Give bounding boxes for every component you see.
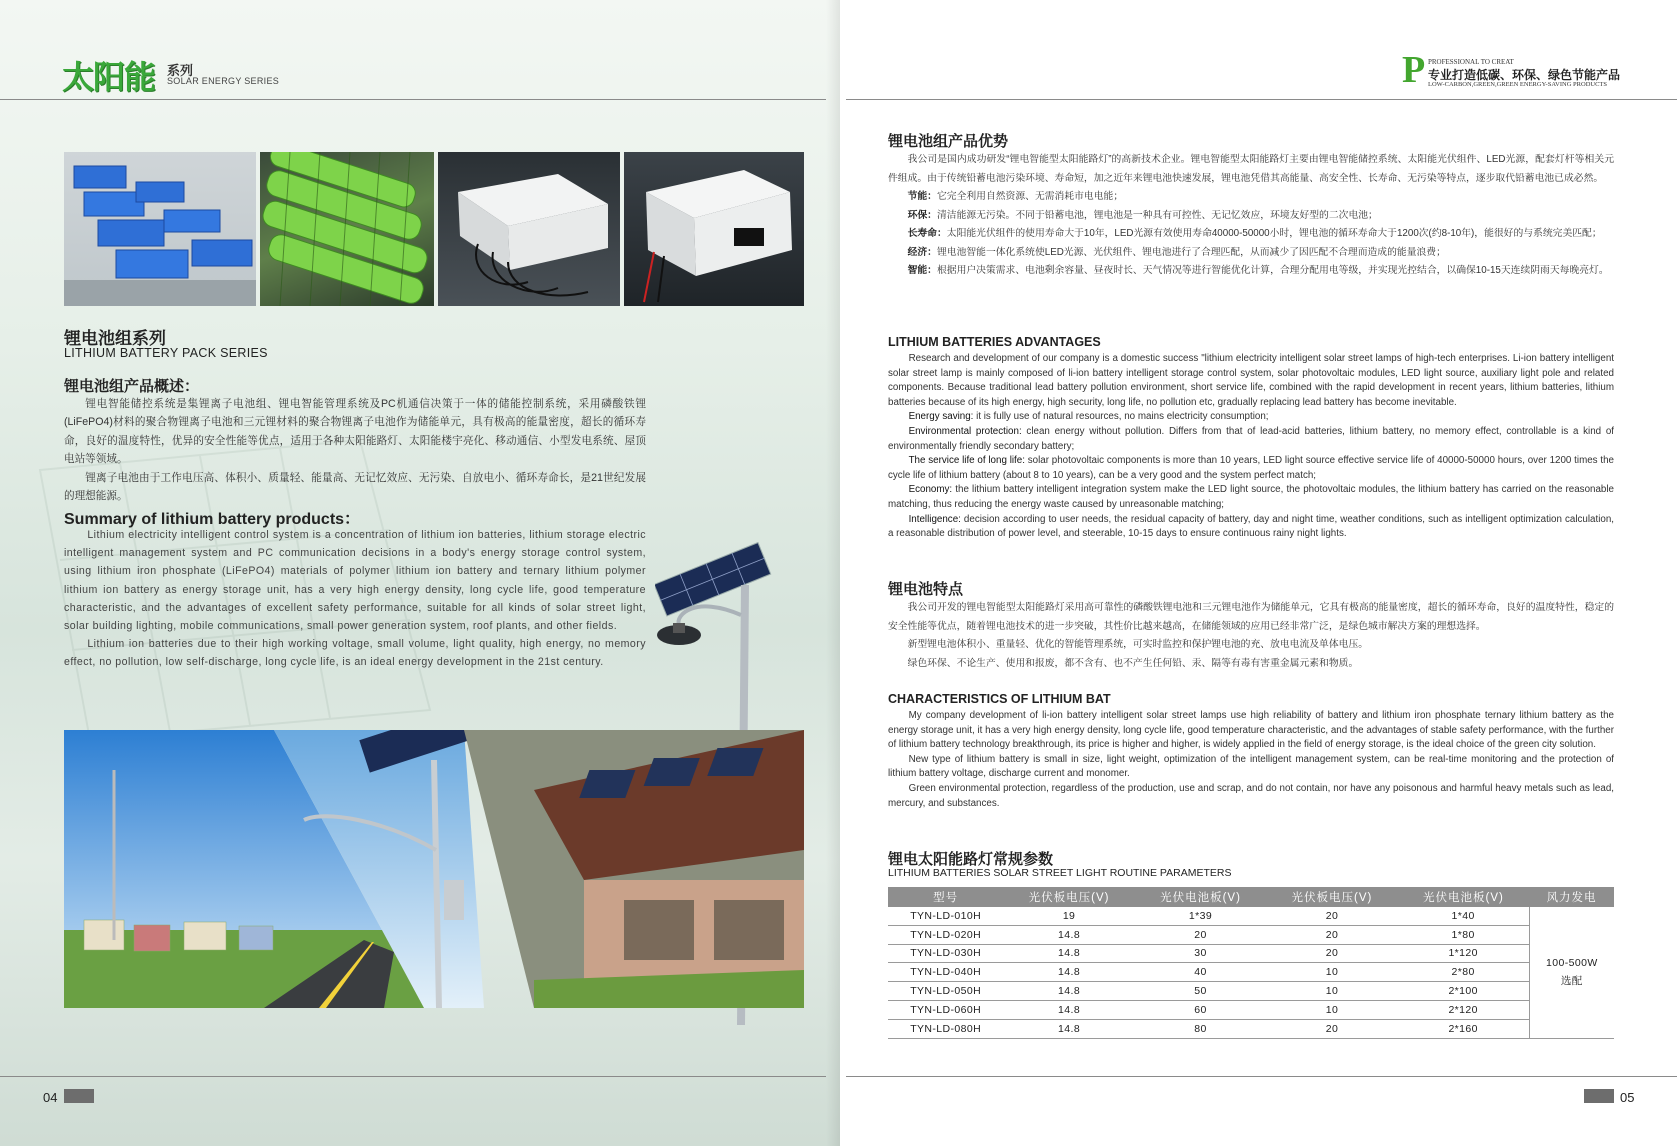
table-cell: 1*40: [1398, 907, 1529, 925]
table-title-en: LITHIUM BATTERIES SOLAR STREET LIGHT ROUTINE PARAMETERS: [888, 867, 1232, 879]
table-cell: 2*100: [1398, 982, 1529, 1001]
wind-power-cell: [1529, 907, 1614, 1038]
advantages-intro-en: Research and development of our company is a domestic success "lithium electricity intelligent solar street lamps of high-tech enterprises. Li-ion battery intelligent solar street lamp is mainly composed of li-ion battery intelligent storage control system, solar photovoltaic modules, LED light source, auxiliary light pole and related components. Because traditional lead battery pollution environment, short service life, combined with the rapid development in recent years, lithium batteries, lithium batteries because of its high energy, high security, long life, no pollution etc, gradually replacing lead battery has become inevitable.: [888, 353, 1614, 408]
advantage-item: 长寿命：太阳能光伏组件的使用寿命大于10年，LED光源有效使用寿命40000-50000小时，锂电池的循环寿命大于1200次(约8-10年)，能很好的与系统完美匹配；: [907, 228, 1602, 239]
table-cell: 1*120: [1398, 944, 1529, 963]
table-cell: 20: [1266, 925, 1397, 944]
table-cell: 19: [1003, 907, 1134, 925]
summary-title: Summary of lithium battery products：: [64, 511, 361, 528]
left-header-rule: [0, 99, 826, 100]
table-cell: 14.8: [1003, 1019, 1134, 1038]
wind-power-note: 选配: [1560, 975, 1583, 988]
logo-p-letter: P: [1402, 49, 1426, 91]
photo-battery-packs-blue: [64, 152, 256, 306]
advantage-item: 节能：它完全利用自然资源、无需消耗市电电能；: [907, 191, 1124, 202]
table-header-cell: 光伏板电压(V): [1003, 887, 1134, 907]
table-cell: 14.8: [1003, 1000, 1134, 1019]
logo-bottom-text: LOW-CARBON,GREEN,GREEN ENERGY-SAVING PRODUCTS: [1428, 81, 1607, 88]
logo-en-text: SOLAR ENERGY SERIES: [167, 76, 280, 86]
table-cell: 20: [1266, 1019, 1397, 1038]
advantage-item-en: The service life of long life: solar photovoltaic components is more than 10 years, LED light source effective service life of 40000-50000 hours, over 1200 times the cycle life of lithium battery (about 8 to 10 years), can be a very good and the system perfect match;: [888, 455, 1614, 481]
table-cell: 50: [1135, 982, 1266, 1001]
table-cell: 10: [1266, 1000, 1397, 1019]
table-cell: TYN-LD-060H: [888, 1000, 1003, 1019]
logo-series-text: 系列: [167, 63, 194, 78]
advantage-item-en: Economy: the lithium battery intelligent integration system make the LED light source, the photovoltaic modules, the lithium battery has carried on the reasonable matching, thus reducing the energy waste caused by unreasonable matching;: [888, 484, 1614, 510]
advantage-item-en: Intelligence: decision according to user needs, the residual capacity of battery, day and night time, weather conditions, such as intelligent optimization calculation, a reasonable distribution of power level, and steerable, 10-15 days to ensure continuous rainy night lights.: [888, 513, 1614, 540]
photo-green-battery-cells: [260, 152, 434, 306]
table-cell: 14.8: [1003, 982, 1134, 1001]
table-cell: 14.8: [1003, 925, 1134, 944]
advantages-text-en: [888, 352, 1614, 542]
table-cell: 20: [1266, 944, 1397, 963]
right-header-rule: [846, 99, 1677, 100]
table-row: [888, 944, 1614, 963]
advantage-item-en: Environmental protection: clean energy without pollution. Differs from that of lead-acid batteries, lithium battery, no memory effect, controllable is a kind of environmentally friendly secondary battery;: [888, 425, 1615, 452]
wind-power-value: 100-500W: [1545, 957, 1598, 970]
table-cell: 20: [1266, 907, 1397, 925]
characteristics-title-en: CHARACTERISTICS OF LITHIUM BAT: [888, 692, 1111, 706]
advantages-text: [888, 151, 1614, 281]
advantages-title: 锂电池组产品优势: [888, 133, 1009, 150]
characteristics-text: [888, 599, 1614, 673]
table-row: [888, 963, 1614, 982]
advantages-title-en: LITHIUM BATTERIES ADVANTAGES: [888, 335, 1101, 349]
photo-control-box-white: [438, 152, 620, 306]
characteristics-paragraph-3-en: Green environmental protection, regardless of the production, use and scrap, and do not contain, nor have any poisonous and harmful heavy metals such as lead, mercury, and substances.: [888, 782, 1614, 809]
right-page-number: 05: [1620, 1090, 1635, 1105]
table-cell: 80: [1135, 1019, 1266, 1038]
section-title-en: LITHIUM BATTERY PACK SERIES: [64, 346, 268, 360]
summary-text: [64, 526, 646, 672]
logo-main-text: 太阳能: [62, 59, 156, 95]
characteristics-title: 锂电池特点: [888, 581, 964, 598]
table-cell: 2*80: [1398, 963, 1529, 982]
table-cell: 30: [1135, 944, 1266, 963]
left-page-number: 04: [43, 1090, 58, 1105]
table-cell: TYN-LD-050H: [888, 982, 1003, 1001]
table-title: 锂电太阳能路灯常规参数: [888, 851, 1054, 868]
photo-control-box-cables: [624, 152, 804, 306]
characteristics-paragraph-1: 我公司开发的锂电智能型太阳能路灯采用高可靠性的磷酸铁锂电池和三元锂电池作为储能单元，它具有极高的能量密度，超长的循环寿命，良好的温度特性，稳定的安全性能等优点，随着锂电池技术的进一步突破，其性价比越来越高，在储能领域的应用已经非常广泛，是绿色城市解决方案的理想选择。: [888, 602, 1614, 632]
characteristics-paragraph-2-en: New type of lithium battery is small in size, light weight, optimization of the intelligent management system, can be real-time monitoring and the protection of lithium battery voltage, discharge current and monomer.: [888, 753, 1614, 780]
summary-paragraph-1: Lithium electricity intelligent control system is a concentration of lithium ion batteries, lithium storage electric intelligent management system and PC communication decisions in a body's energy storage control system, using lithium iron phosphate (LiFePO4) materials of polymer lithium ion battery and ternary lithium polymer lithium ion battery as energy storage unit, has a very high energy density, long cycle life, good temperature characteristic, and the advantages of excellent safety performance, suitable for all kinds of solar street light, solar building lighting, mobile communications, small power generation system, roof plants, and other fields.: [64, 529, 646, 633]
section-title: 锂电池组系列: [64, 329, 166, 348]
table-cell: 1*39: [1135, 907, 1266, 925]
table-header-row: [888, 887, 1614, 907]
characteristics-text-en: [888, 709, 1614, 811]
advantage-item: 经济：锂电池智能一体化系统使LED光源、光伏组件、锂电池进行了合理匹配，从而减少了因匹配不合理而造成的能量浪费；: [907, 246, 1446, 258]
table-header-cell: 型号: [888, 887, 1003, 907]
advantage-item: 环保：清洁能源无污染。不同于铅蓄电池，锂电池是一种具有可控性、无记忆效应，环境友好型的二次电池；: [907, 209, 1378, 221]
table-cell: 10: [1266, 982, 1397, 1001]
parameters-table: [888, 887, 1614, 1039]
summary-paragraph-2: Lithium ion batteries due to their high working voltage, small volume, light quality, high energy, no memory effect, no pollution, low self-discharge, long cycle life, is an ideal energy development in the 21st century.: [64, 638, 646, 669]
characteristics-paragraph-1-en: My company development of li-ion battery intelligent solar street lamps use high reliability of battery and lithium iron phosphate ternary lithium battery as the energy storage unit, it has a very high energy density, long cycle life, good temperature characteristic, and the advantages of stable safety performance, with the further of lithium battery technology breakthrough, its price is higher and higher, is widely applied in the field of energy storage, is the ideal choice of the green city solution.: [888, 710, 1614, 751]
table-cell: 2*160: [1398, 1019, 1529, 1038]
overview-text: [64, 395, 646, 505]
table-cell: 14.8: [1003, 944, 1134, 963]
overview-paragraph-2: 锂离子电池由于工作电压高、体积小、质量轻、能量高、无记忆效应、无污染、自放电小、循环寿命长，是21世纪发展的理想能源。: [64, 471, 646, 503]
table-header-cell: 光伏电池板(V): [1398, 887, 1529, 907]
table-cell: TYN-LD-020H: [888, 925, 1003, 944]
table-row: [888, 1000, 1614, 1019]
solar-street-banner: [64, 730, 804, 1008]
characteristics-paragraph-2: 新型锂电池体积小、重量轻、优化的智能管理系统，可实时监控和保护锂电池的充、放电电流及单体电压。: [907, 639, 1369, 650]
table-cell: 10: [1266, 963, 1397, 982]
table-cell: TYN-LD-080H: [888, 1019, 1003, 1038]
overview-paragraph-1: 锂电智能储控系统是集锂离子电池组、锂电智能管理系统及PC机通信决策于一体的储能控制系统，采用磷酸铁锂(LiFePO4)材料的聚合物锂离子电池和三元锂材料的聚合物锂离子电池作为储能单元，具有极高的能量密度，超长的循环寿命，良好的温度特性，优异的安全性能等优点，适用于各种太阳能路灯、太阳能楼宇亮化、移动通信、小型发电系统、屋顶电站等领域。: [64, 398, 646, 466]
professional-logo: [1402, 49, 1642, 92]
table-cell: 60: [1135, 1000, 1266, 1019]
left-page-bar: [64, 1089, 94, 1103]
table-header-cell: 风力发电: [1529, 887, 1614, 907]
table-cell: 1*80: [1398, 925, 1529, 944]
right-footer-rule: [846, 1076, 1677, 1077]
table-row: [888, 982, 1614, 1001]
table-cell: TYN-LD-030H: [888, 944, 1003, 963]
right-page-bar: [1584, 1089, 1614, 1103]
table-header-cell: 光伏电池板(V): [1135, 887, 1266, 907]
table-row: [888, 907, 1614, 925]
table-row: [888, 925, 1614, 944]
table-cell: 20: [1135, 925, 1266, 944]
table-cell: 2*120: [1398, 1000, 1529, 1019]
table-cell: 40: [1135, 963, 1266, 982]
advantage-item-en: Energy saving: it is fully use of natural resources, no mains electricity consumption;: [908, 411, 1269, 423]
advantages-intro: 我公司是国内成功研发“锂电智能型太阳能路灯”的高新技术企业。锂电智能型太阳能路灯主要由锂电智能储控系统、太阳能光伏组件、LED光源，配套灯杆等相关元件组成。由于传统铅蓄电池污染环境、寿命短，加之近年来锂电池快速发展，锂电池凭借其高能量、高安全性、长寿命、无污染等特点，逐步取代铅蓄电池已成必然。: [888, 154, 1614, 184]
table-header-cell: 光伏板电压(V): [1266, 887, 1397, 907]
overview-title: 锂电池组产品概述：: [64, 378, 200, 395]
logo-cn-text: 专业打造低碳、环保、绿色节能产品: [1428, 68, 1621, 82]
characteristics-paragraph-3: 绿色环保、不论生产、使用和报废，都不含有、也不产生任何铅、汞、隔等有毒有害重金属元素和物质。: [907, 657, 1359, 669]
left-footer-rule: [0, 1076, 826, 1077]
advantage-item: 智能：根据用户决策需求、电池剩余容量、昼夜时长、天气情况等进行智能优化计算，合理分配用电等级，并实现光控结合，以确保10-15天连续阴雨天每晚亮灯。: [907, 265, 1609, 276]
table-row: [888, 1019, 1614, 1038]
table-cell: TYN-LD-010H: [888, 907, 1003, 925]
table-cell: 14.8: [1003, 963, 1134, 982]
logo-top-text: PROFESSIONAL TO CREAT: [1428, 58, 1514, 66]
table-cell: TYN-LD-040H: [888, 963, 1003, 982]
